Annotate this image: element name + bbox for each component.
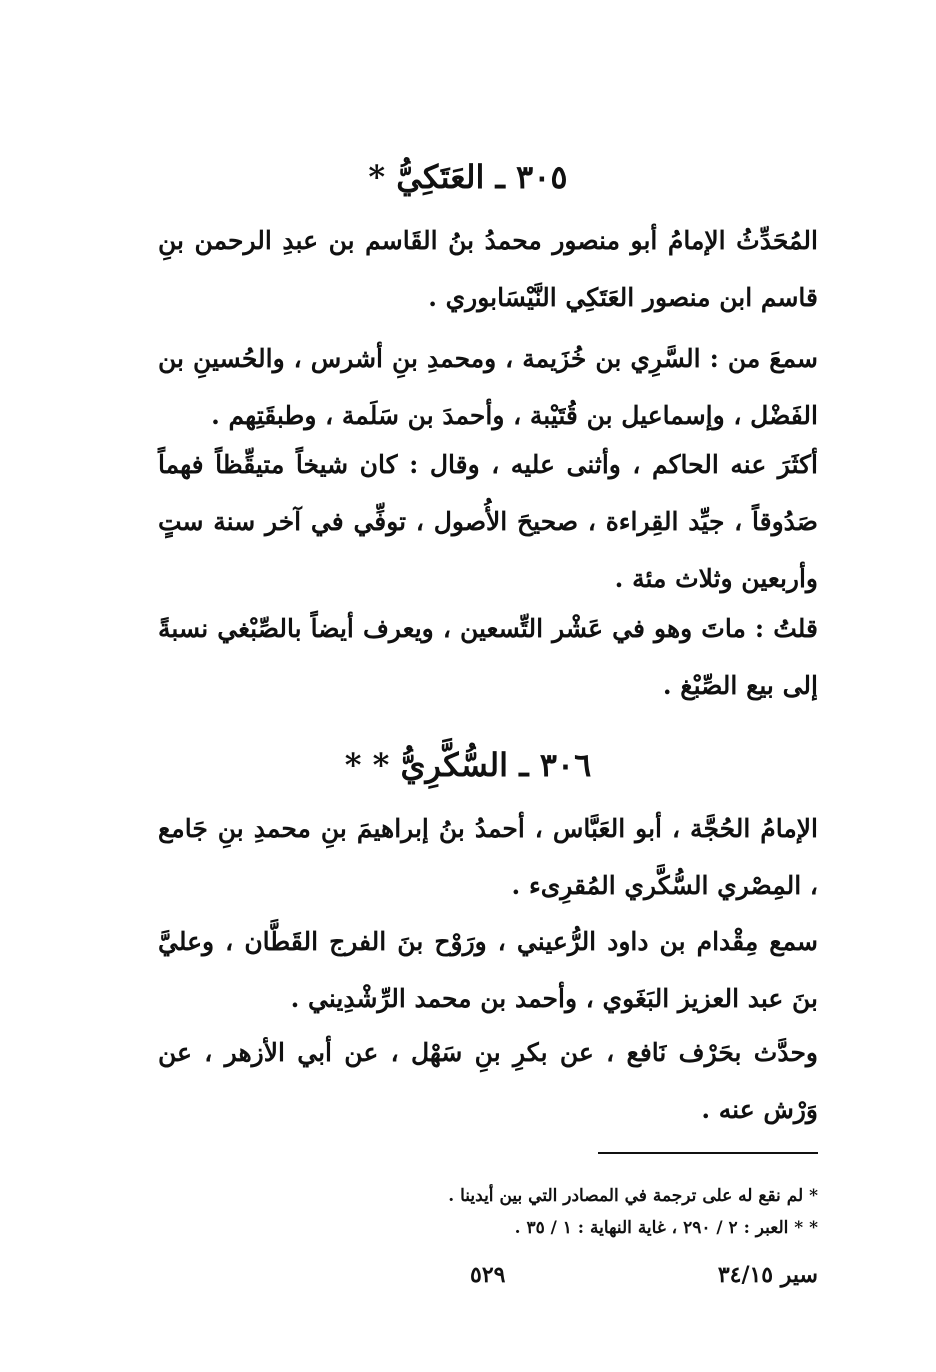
footnotes <box>340 1180 818 1244</box>
entry-305-paragraph-1: المُحَدِّثُ الإمامُ أبو منصور محمدُ بنُ القَاسم بن عبدِ الرحمن بنِ قاسم ابن منصور العَتَكِي النَّيْسَابوري . <box>158 226 818 312</box>
entry-306-paragraph-3: وحدَّث بحَرْف نَافع ، عن بكرِ بنِ سَهْل ، عن أبي الأزهر ، عن وَرْش عنه . <box>158 1038 818 1124</box>
entry-306-paragraph-2: سمع مِقْدام بن داود الرُّعيني ، ورَوْح بنَ الفرج القَطَّان ، وعليَّ بنَ عبد العزيز البَغَوي ، وأحمد بن محمد الرِّشْدِيني . <box>158 927 818 1013</box>
footer-signature: سير ٣٤/١٥ <box>717 1262 818 1288</box>
entry-305-heading: ٣٠٥ ـ العَتَكِيُّ * <box>368 158 568 196</box>
page-number: ٥٢٩ <box>470 1262 506 1288</box>
entry-306-heading: ٣٠٦ ـ السُّكَّرِيُّ * * <box>344 746 592 784</box>
entry-306-paragraph-1: الإمامُ الحُجَّة ، أبو العَبَّاس ، أحمدُ بنُ إبراهيمَ بنِ محمدِ بنِ جَامع ، المِصْري السُّكَّري المُقرِىء . <box>158 814 818 900</box>
entry-305-paragraph-2: سمعَ من : السَّرِي بن خُزَيمة ، ومحمدِ بنِ أشرس ، والحُسينِ بن الفَضْل ، وإسماعيل بن قُتَيْبة ، وأحمدَ بن سَلَمة ، وطبقَتِهم . <box>158 344 818 430</box>
footnote-separator <box>598 1152 818 1154</box>
footnote-2: * * العبر : ٢ / ٢٩٠ ، غاية النهاية : ١ / ٣٥ . <box>514 1218 818 1238</box>
entry-305-paragraph-4: قلتُ : ماتَ وهو في عَشْر التِّسعين ، ويعرف أيضاً بالصِّبْغي نسبةً إلى بيع الصِّبْغ . <box>158 614 818 700</box>
footnote-1: * لم نقع له على ترجمة في المصادر التي بين أيدينا . <box>448 1186 818 1206</box>
entry-305-paragraph-3: أكثَرَ عنه الحاكم ، وأثنى عليه ، وقال : كان شيخاً متيقِّظاً فهماً صَدُوقاً ، جيِّد القِراءة ، صحيحَ الأُصول ، توفِّي في آخر سنة ستٍ وأربعين وثلاث مئة . <box>158 450 818 593</box>
